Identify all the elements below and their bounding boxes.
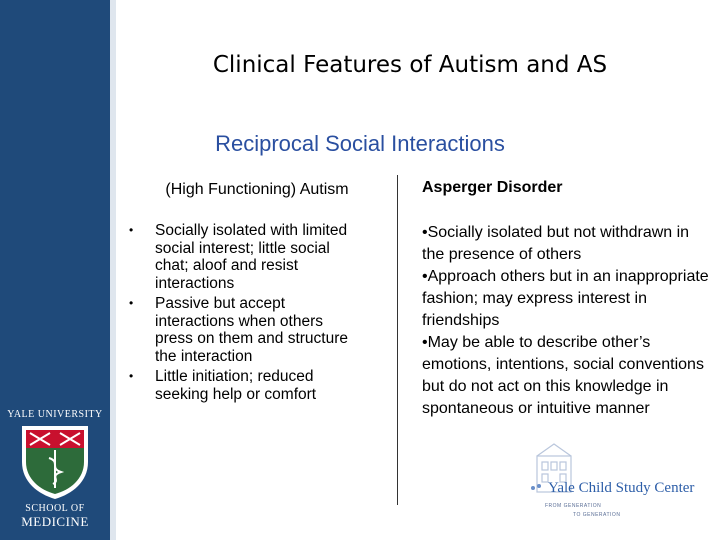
column-divider: [397, 175, 398, 505]
slide-title: Clinical Features of Autism and AS: [212, 52, 608, 78]
list-item-text: Little initiation; reduced seeking help or comfort: [155, 368, 317, 403]
tagline-line: FROM GENERATION: [545, 503, 602, 509]
list-item-text: Passive but accept interactions when others press on them and structure the interaction: [155, 295, 348, 365]
list-item: [125, 368, 365, 403]
medicine-label: MEDICINE: [21, 514, 89, 529]
child-study-center-tagline: [545, 502, 620, 520]
list-item: [125, 295, 365, 365]
child-study-center-name: Yale Child Study Center: [548, 480, 695, 496]
list-item: •Approach others but in an inappropriate fashion; may express interest in friendships: [422, 268, 709, 329]
yale-university-label: YALE UNIVERSITY: [7, 409, 103, 420]
list-item-text: Socially isolated with limited social interest; little social chat; aloof and resist interactions: [155, 222, 348, 292]
school-of-label: SCHOOL OF: [25, 503, 85, 514]
bullet-icon: •: [129, 369, 134, 383]
slide-subtitle: Reciprocal Social Interactions: [215, 131, 505, 156]
yale-shield-icon: [16, 424, 94, 500]
list-item: •May be able to describe other’s emotions, intentions, social conventions but do not act on this knowledge in spontaneous or intuitive manner: [422, 334, 704, 417]
autism-feature-list: [125, 222, 365, 406]
list-item: •Socially isolated but not withdrawn in the presence of others: [422, 224, 690, 263]
autism-column-heading: (High Functioning) Autism: [165, 181, 349, 198]
asperger-feature-list: [422, 222, 712, 420]
bullet-icon: •: [129, 296, 134, 310]
list-item: [125, 222, 365, 292]
bullet-icon: •: [129, 223, 134, 237]
tagline-line: TO GENERATION: [573, 512, 621, 518]
asperger-column-heading: Asperger Disorder: [422, 179, 563, 196]
sidebar-edge: [110, 0, 116, 540]
